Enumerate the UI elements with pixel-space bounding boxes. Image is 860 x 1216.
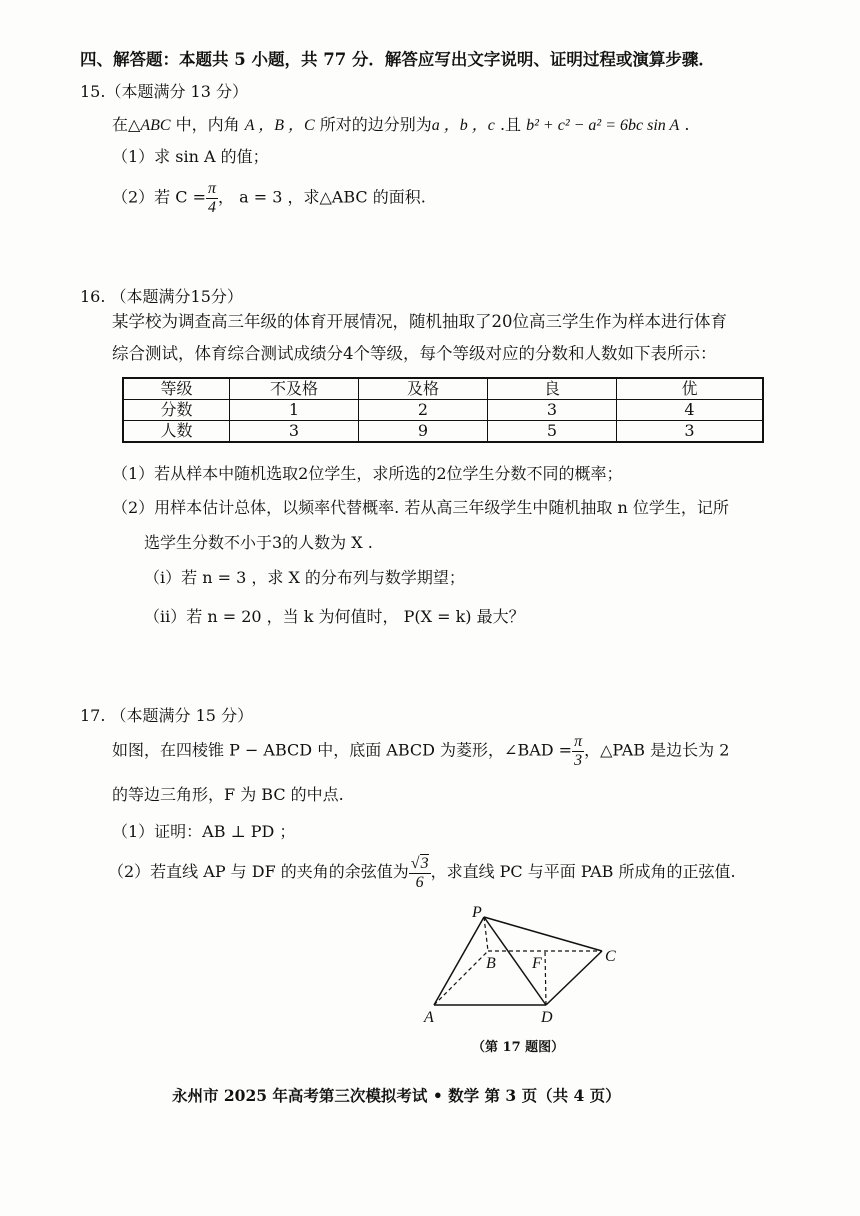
table-cell: 9 [359, 421, 488, 443]
q17-stem-line1 [112, 733, 729, 769]
table-cell: 4 [617, 400, 764, 421]
edge-PA [434, 917, 484, 1005]
q15-header: 15.（本题满分 13 分） [80, 82, 248, 101]
table-cell: 人数 [123, 421, 230, 443]
q15-part2-post: ， a = 3 ，求△ABC 的面积. [218, 187, 426, 207]
label-P: P [472, 905, 482, 921]
q15-stem-tri: ABC [140, 117, 171, 134]
label-A: A [424, 1009, 434, 1026]
q17-part1: （1）证明：AB ⊥ PD ； [112, 822, 296, 841]
table-row [123, 400, 763, 421]
q16-subpart-ii: （ii）若 n = 20 ，当 k 为何值时， P(X = k) 最大？ [144, 607, 525, 626]
table-cell: 良 [488, 378, 617, 400]
table-cell: 3 [617, 421, 764, 443]
q15-part2-frac-num: π [208, 180, 217, 197]
q15-stem-eq: b² + c² − a² = 6bc sin A [526, 117, 680, 134]
table-cell: 3 [230, 421, 359, 443]
q17-stem1-frac-den: 3 [574, 751, 583, 769]
q15-part2-frac-den: 4 [208, 198, 217, 216]
edge-AB [434, 951, 488, 1005]
q17-stem1-post: ，△PAB 是边长为 2 [584, 740, 730, 760]
q15-stem-vars: A ，B ，C [244, 117, 315, 134]
table-row [123, 378, 763, 400]
table-cell: 及格 [359, 378, 488, 400]
table-cell: 优 [617, 378, 764, 400]
q15-stem-and: .且 [494, 115, 527, 134]
table-cell: 3 [488, 400, 617, 421]
label-B: B [486, 955, 496, 972]
q16-part2-line2: 选学生分数不小于3的人数为 X . [144, 533, 373, 552]
q17-part2-fraction [409, 854, 431, 891]
pyramid-figure [418, 905, 638, 1035]
q15-part2 [112, 180, 426, 216]
sqrt-radicand: 3 [420, 855, 429, 872]
table-cell: 5 [488, 421, 617, 443]
q16-subpart-i: （i）若 n = 3 ，求 X 的分布列与数学期望； [144, 568, 465, 587]
q17-stem1-pre: 如图，在四棱锥 P − ABCD 中，底面 ABCD 为菱形，∠BAD = [112, 740, 573, 760]
section-title: 四、解答题：本题共 5 小题，共 77 分．解答应写出文字说明、证明过程或演算步骤． [80, 50, 715, 69]
table-cell: 分数 [123, 400, 230, 421]
edge-PC [484, 917, 602, 951]
q16-part2-line1: （2）用样本估计总体，以频率代替概率. 若从高三年级学生中随机抽取 n 位学生，记所 [112, 498, 729, 517]
q17-stem1-fraction [572, 733, 584, 769]
q15-stem-mid: 中，内角 [170, 115, 245, 134]
q15-stem [112, 117, 689, 134]
q17-part2 [108, 854, 736, 891]
q15-part1: （1）求 sin A 的值； [112, 147, 269, 166]
q17-part2-pre: （2）若直线 AP 与 DF 的夹角的余弦值为 [108, 862, 409, 882]
q15-stem-sides: a ，b ，c [431, 117, 495, 134]
label-F: F [532, 955, 542, 972]
q15-stem-end: . [679, 115, 690, 134]
q16-stem-line2: 综合测试，体育综合测试成绩分4个等级，每个等级对应的分数和人数如下表所示： [112, 344, 717, 363]
q17-header: 17. （本题满分 15 分） [80, 706, 254, 725]
label-D: D [541, 1009, 553, 1026]
q17-part2-frac-num: √3 [410, 855, 429, 872]
q17-stem-line2: 的等边三角形，F 为 BC 的中点. [112, 785, 344, 804]
q15-part2-pre: （2）若 C = [112, 187, 207, 207]
edge-DF [545, 951, 546, 1005]
label-C: C [605, 948, 616, 965]
score-table [122, 377, 764, 443]
q16-part1: （1）若从样本中随机选取2位学生，求所选的2位学生分数不同的概率； [112, 464, 623, 483]
q17-part2-frac-den: 6 [415, 873, 424, 891]
page-footer: 永州市 2025 年高考第三次模拟考试 • 数学 第 3 页（共 4 页） [172, 1086, 621, 1105]
table-cell: 不及格 [230, 378, 359, 400]
q15-stem-pre: 在△ [112, 115, 141, 134]
table-cell: 等级 [123, 378, 230, 400]
q16-header: 16. （本题满分15分） [80, 287, 243, 306]
table-cell: 1 [230, 400, 359, 421]
q15-stem-mid2: 所对的边分别为 [314, 115, 432, 134]
table-cell: 2 [359, 400, 488, 421]
q17-part2-post: ，求直线 PC 与平面 PAB 所成角的正弦值. [430, 862, 736, 882]
q15-part2-fraction [206, 180, 218, 216]
edge-DC [546, 951, 602, 1005]
q17-stem1-frac-num: π [574, 733, 583, 750]
q16-stem-line1: 某学校为调查高三年级的体育开展情况，随机抽取了20位高三学生作为样本进行体育 [112, 312, 727, 331]
table-row [123, 421, 763, 443]
figure-caption: （第 17 题图） [472, 1040, 565, 1055]
